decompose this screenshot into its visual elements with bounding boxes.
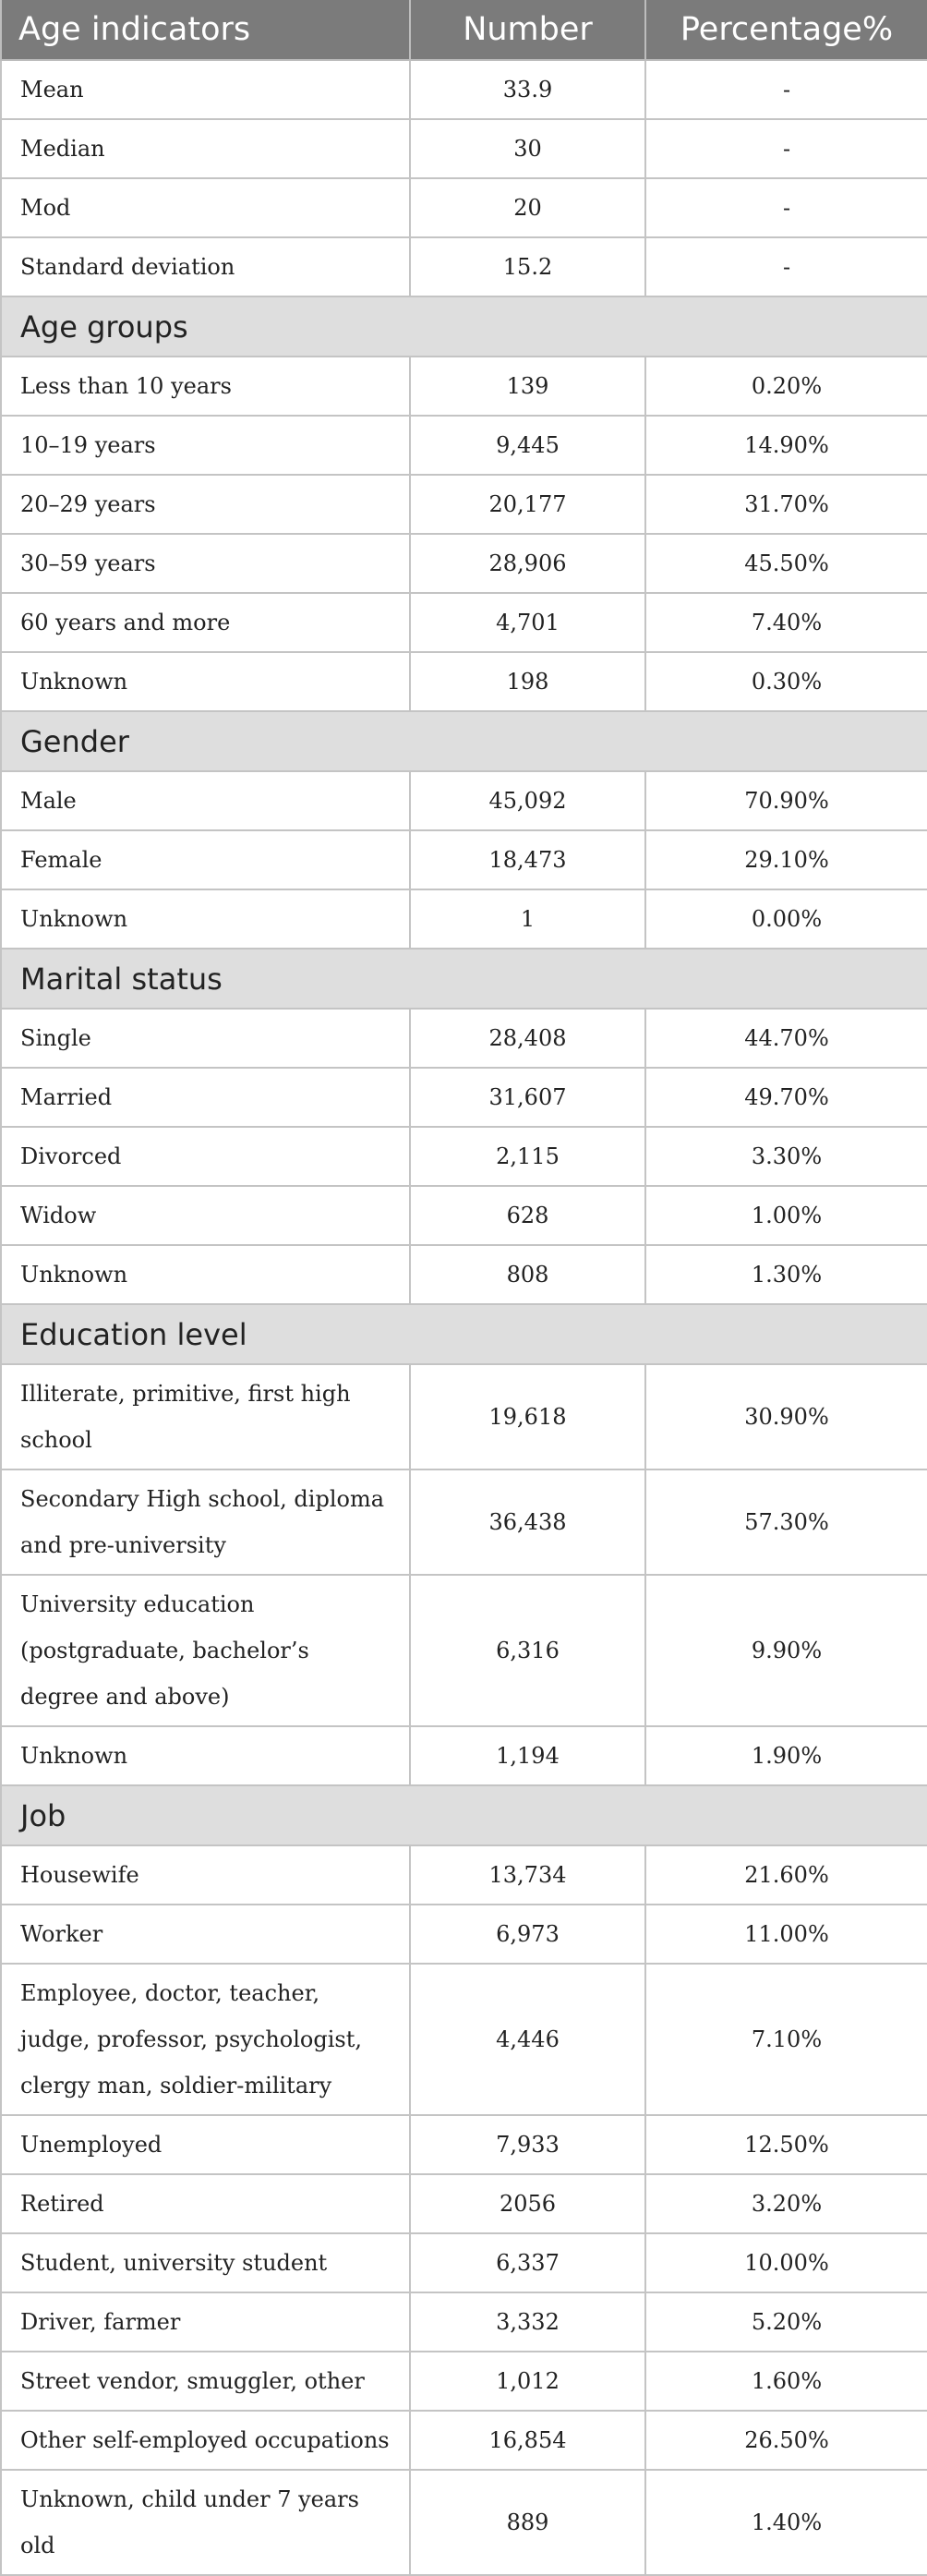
row-percentage: 21.60% <box>645 1845 927 1905</box>
row-percentage: 11.00% <box>645 1905 927 1964</box>
table-row <box>1 2174 927 2233</box>
row-number: 1,012 <box>410 2352 645 2411</box>
section-title: Marital status <box>1 949 927 1009</box>
row-label: Illiterate, primitive, first high school <box>1 1364 410 1469</box>
row-percentage: - <box>645 237 927 296</box>
table-row <box>1 1905 927 1964</box>
row-label: Mod <box>1 178 410 237</box>
row-percentage: 7.40% <box>645 593 927 652</box>
table-row <box>1 771 927 830</box>
row-number: 30 <box>410 119 645 178</box>
row-label: Unknown <box>1 1726 410 1785</box>
row-label: Retired <box>1 2174 410 2233</box>
section-title: Age groups <box>1 296 927 357</box>
row-number: 1,194 <box>410 1726 645 1785</box>
row-percentage: 3.30% <box>645 1127 927 1186</box>
row-label: Single <box>1 1009 410 1068</box>
row-percentage: 3.20% <box>645 2174 927 2233</box>
row-percentage: - <box>645 178 927 237</box>
table-row <box>1 1469 927 1575</box>
table-row <box>1 1245 927 1304</box>
table-row <box>1 1964 927 2115</box>
row-number: 139 <box>410 357 645 416</box>
table-row <box>1 1575 927 1726</box>
row-percentage: 1.90% <box>645 1726 927 1785</box>
row-percentage: - <box>645 119 927 178</box>
row-number: 28,408 <box>410 1009 645 1068</box>
row-label: 10–19 years <box>1 416 410 475</box>
row-label: Unknown, child under 7 years old <box>1 2470 410 2575</box>
row-percentage: 7.10% <box>645 1964 927 2115</box>
row-percentage: 31.70% <box>645 475 927 534</box>
row-percentage: 26.50% <box>645 2411 927 2470</box>
row-number: 28,906 <box>410 534 645 593</box>
row-percentage: 30.90% <box>645 1364 927 1469</box>
row-number: 20,177 <box>410 475 645 534</box>
row-number: 2,115 <box>410 1127 645 1186</box>
row-label: Street vendor, smuggler, other <box>1 2352 410 2411</box>
row-percentage: 1.00% <box>645 1186 927 1245</box>
row-label: University education (postgraduate, bachelor’s degree and above) <box>1 1575 410 1726</box>
row-percentage: 0.00% <box>645 889 927 949</box>
row-label: Median <box>1 119 410 178</box>
row-percentage: 44.70% <box>645 1009 927 1068</box>
row-percentage: 0.20% <box>645 357 927 416</box>
row-percentage: 70.90% <box>645 771 927 830</box>
table-row <box>1 475 927 534</box>
row-label: Less than 10 years <box>1 357 410 416</box>
table-row <box>1 1009 927 1068</box>
row-label: Mean <box>1 60 410 119</box>
row-label: Unknown <box>1 652 410 711</box>
row-number: 31,607 <box>410 1068 645 1127</box>
row-label: 30–59 years <box>1 534 410 593</box>
row-number: 6,337 <box>410 2233 645 2292</box>
section-header-row <box>1 711 927 771</box>
table-row <box>1 2115 927 2174</box>
table-row <box>1 1186 927 1245</box>
table-row <box>1 60 927 119</box>
row-label: Employee, doctor, teacher, judge, professor, psychologist, clergy man, soldier-military <box>1 1964 410 2115</box>
row-label: Unknown <box>1 1245 410 1304</box>
table-row <box>1 593 927 652</box>
row-number: 808 <box>410 1245 645 1304</box>
row-number: 45,092 <box>410 771 645 830</box>
row-percentage: 57.30% <box>645 1469 927 1575</box>
table-row <box>1 2470 927 2575</box>
row-label: Standard deviation <box>1 237 410 296</box>
table-row <box>1 416 927 475</box>
section-title: Education level <box>1 1304 927 1364</box>
table-row <box>1 2233 927 2292</box>
row-percentage: 10.00% <box>645 2233 927 2292</box>
row-label: Widow <box>1 1186 410 1245</box>
table-row <box>1 1068 927 1127</box>
row-percentage: - <box>645 60 927 119</box>
row-label: 20–29 years <box>1 475 410 534</box>
row-number: 9,445 <box>410 416 645 475</box>
row-percentage: 9.90% <box>645 1575 927 1726</box>
row-number: 4,446 <box>410 1964 645 2115</box>
row-percentage: 14.90% <box>645 416 927 475</box>
section-header-row <box>1 1304 927 1364</box>
row-label: Married <box>1 1068 410 1127</box>
row-number: 4,701 <box>410 593 645 652</box>
row-percentage: 1.30% <box>645 1245 927 1304</box>
row-label: Housewife <box>1 1845 410 1905</box>
row-label: Student, university student <box>1 2233 410 2292</box>
row-percentage: 5.20% <box>645 2292 927 2352</box>
table-row <box>1 1726 927 1785</box>
section-header-row <box>1 1785 927 1845</box>
table-row <box>1 889 927 949</box>
row-number: 20 <box>410 178 645 237</box>
row-label: Unemployed <box>1 2115 410 2174</box>
table-row <box>1 830 927 889</box>
table-row <box>1 1127 927 1186</box>
table-row <box>1 534 927 593</box>
table-row <box>1 1845 927 1905</box>
row-percentage: 12.50% <box>645 2115 927 2174</box>
table-row <box>1 178 927 237</box>
row-number: 33.9 <box>410 60 645 119</box>
table-body <box>1 60 927 2575</box>
row-number: 6,973 <box>410 1905 645 1964</box>
row-number: 36,438 <box>410 1469 645 1575</box>
row-number: 19,618 <box>410 1364 645 1469</box>
row-number: 18,473 <box>410 830 645 889</box>
row-percentage: 0.30% <box>645 652 927 711</box>
table-row <box>1 1364 927 1469</box>
row-number: 198 <box>410 652 645 711</box>
row-number: 13,734 <box>410 1845 645 1905</box>
row-label: Male <box>1 771 410 830</box>
table-row <box>1 652 927 711</box>
section-title: Gender <box>1 711 927 771</box>
row-label: Unknown <box>1 889 410 949</box>
section-header-row <box>1 949 927 1009</box>
header-age-indicators: Age indicators <box>1 0 410 60</box>
row-percentage: 49.70% <box>645 1068 927 1127</box>
table-row <box>1 2292 927 2352</box>
row-label: Driver, farmer <box>1 2292 410 2352</box>
table-row <box>1 2411 927 2470</box>
table-header <box>1 0 927 60</box>
row-percentage: 29.10% <box>645 830 927 889</box>
row-number: 889 <box>410 2470 645 2575</box>
section-header-row <box>1 296 927 357</box>
header-percentage: Percentage% <box>645 0 927 60</box>
row-label: 60 years and more <box>1 593 410 652</box>
table-row <box>1 357 927 416</box>
row-number: 6,316 <box>410 1575 645 1726</box>
row-number: 1 <box>410 889 645 949</box>
row-label: Worker <box>1 1905 410 1964</box>
row-label: Divorced <box>1 1127 410 1186</box>
row-number: 16,854 <box>410 2411 645 2470</box>
row-label: Secondary High school, diploma and pre-university <box>1 1469 410 1575</box>
table-row <box>1 237 927 296</box>
row-number: 3,332 <box>410 2292 645 2352</box>
table-row <box>1 119 927 178</box>
section-title: Job <box>1 1785 927 1845</box>
row-number: 7,933 <box>410 2115 645 2174</box>
table-row <box>1 2352 927 2411</box>
row-percentage: 1.40% <box>645 2470 927 2575</box>
row-number: 628 <box>410 1186 645 1245</box>
row-label: Other self-employed occupations <box>1 2411 410 2470</box>
row-percentage: 1.60% <box>645 2352 927 2411</box>
row-number: 15.2 <box>410 237 645 296</box>
header-number: Number <box>410 0 645 60</box>
row-number: 2056 <box>410 2174 645 2233</box>
row-label: Female <box>1 830 410 889</box>
header-row <box>1 0 927 60</box>
row-percentage: 45.50% <box>645 534 927 593</box>
